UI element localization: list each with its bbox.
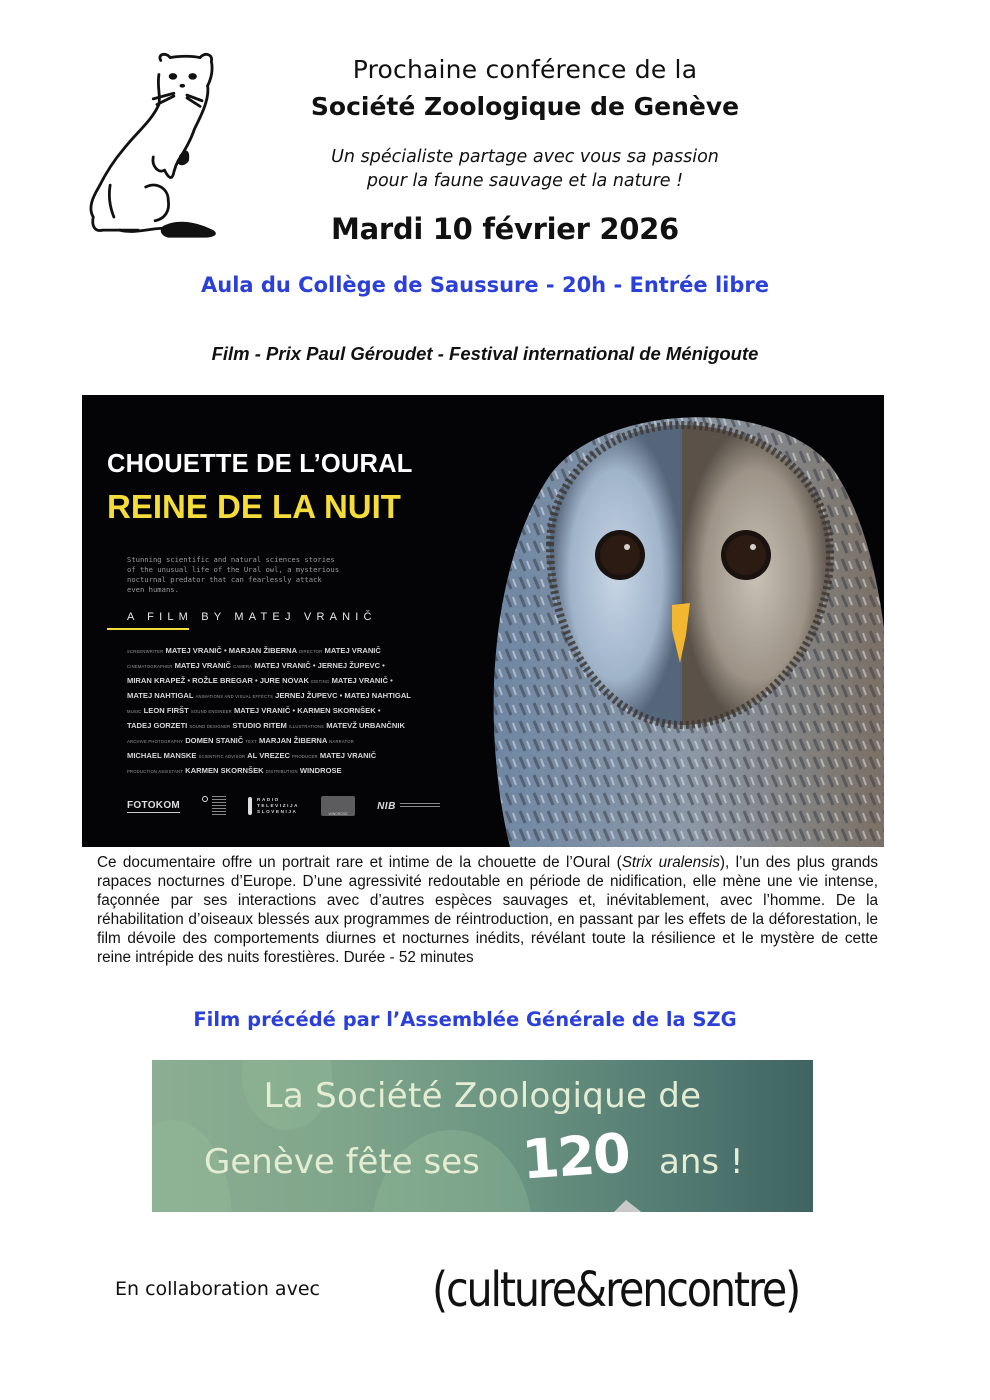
poster-blurb-line: Stunning scientific and natural sciences stories [127,555,335,564]
ural-owl-photo [490,395,884,847]
rtv-slovenija-logo [248,797,299,815]
sponsor-logos [127,793,440,819]
society-name: Société Zoologique de Genève [310,92,740,121]
credit-role: DIRECTOR [298,649,323,654]
species-name: Strix uralensis [621,854,720,871]
ministry-logo [202,796,226,816]
credit-role: DISTRIBUTION [265,769,298,774]
poster-blurb [127,555,357,595]
banner-line-2-end: ans ! [659,1142,744,1182]
credit-name: MATEJ VRANIČ • MARJAN ŽIBERNA [165,646,297,655]
credits-line [127,719,487,734]
credits-line [127,689,487,704]
credits-line [127,704,487,719]
ministry-mark-icon [202,796,208,802]
credit-name: MATEVŽ URBANČNIK [326,721,405,730]
poster-title-line-1: CHOUETTE DE L’OURAL [107,450,413,478]
credit-role: ILLUSTRATIONS [288,724,325,729]
credit-name: MATEJ VRANIČ • JERNEJ ŽUPEVC • [254,661,385,670]
credits-line [127,644,487,659]
credit-name: MATEJ NAHTIGAL [127,691,194,700]
credits-line [127,734,487,749]
poster-rule [107,628,189,630]
credit-role: PRODUCTION ASSISTANT [127,769,184,774]
header-line-1: Prochaine conférence de la [352,55,698,84]
fotokom-logo: FOTOKOM [127,799,181,811]
credit-role: PRODUCER [292,754,318,759]
rtv-line: TELEVIZIJA [257,803,300,808]
film-poster [82,395,884,847]
credit-name: MIRAN KRAPEŽ • ROŽLE BREGAR • JURE NOVAK [127,676,309,685]
poster-blurb-line: nocturnal predator that can fearlessly attack [127,575,322,584]
credits-line [127,674,487,689]
event-date: Mardi 10 février 2026 [331,212,679,246]
poster-credits [127,644,487,779]
rtv-text [257,797,299,815]
nib-logo [377,801,440,812]
credit-name: MARJAN ŽIBERNA [259,736,328,745]
credit-role: SCREENWRITER [127,649,164,654]
credit-role: SOUND DESIGNER [189,724,231,729]
credit-name: AL VREZEC [247,751,290,760]
credit-role: MUSIC [127,709,142,714]
nib-text-lines [400,803,440,809]
credits-line [127,764,487,779]
credit-role: TEXT [245,739,257,744]
credit-name: JERNEJ ŽUPEVC • MATEJ NAHTIGAL [275,691,411,700]
credit-name: MATEJ VRANIČ • KARMEN SKORNŠEK • [233,706,381,715]
description-text: Ce documentaire offre un portrait rare et intime de la chouette de l’Oural ( [97,854,622,871]
tagline-line-1: Un spécialiste partage avec vous sa passion [331,147,719,167]
credit-name: MATEJ VRANIČ [174,661,231,670]
credit-name: STUDIO RITEM [232,721,287,730]
credit-name: MICHAEL MANSKE [127,751,197,760]
poster-blurb-line: of the unusual life of the Ural owl, a mysterious [127,565,340,574]
credits-line [127,659,487,674]
credit-role: SOUND ENGINEER [190,709,232,714]
rtv-figure-icon [248,797,252,815]
credit-role: ANIMATIONS AND VISUAL EFFECTS [195,694,273,699]
tagline [270,145,780,193]
credit-name: WINDROSE [299,766,342,775]
credit-role: ARCHIVE PHOTOGRAPHY [127,739,184,744]
culture-rencontre-logo: (culture&rencontre) [432,1262,800,1318]
credit-name: MATEJ VRANIČ [324,646,381,655]
credits-line [127,749,487,764]
general-assembly-note: Film précédé par l’Assemblée Générale de la SZG [193,1008,737,1031]
film-description [97,853,878,967]
credit-name: MATEJ VRANIČ [319,751,377,760]
credit-role: CAMERA [233,664,253,669]
event-venue: Aula du Collège de Saussure - 20h - Entrée libre [201,273,769,297]
banner-decoration [612,1200,644,1212]
banner-line-1: La Société Zoologique de [263,1076,702,1116]
poster-blurb-line: even humans. [127,585,179,594]
poster-title-line-2: REINE DE LA NUIT [107,488,401,525]
film-award: Film - Prix Paul Géroudet - Festival international de Ménigoute [211,343,759,364]
credit-role: CINEMATOGRAPHER [127,664,173,669]
credit-name: KARMEN SKORNŠEK [185,766,264,775]
credit-role: NARRATOR [329,739,354,744]
stoat-icon [82,42,232,257]
poster-byline: A FILM BY MATEJ VRANIČ [127,611,377,623]
credit-name: DOMEN STANIČ [185,736,244,745]
credit-role: SCIENTIFIC ADVISOR [198,754,246,759]
description-text: ), l’un des plus grands rapaces nocturnes d’Europe. D’une agressivité redoutable en période de nidification, elle mène une vie intense, façonnée par ses interactions avec d’autres espèces sauvages et, inévitablement, avec l’homme. De la réhabilitation d’oiseaux blessés aux programmes de réintroduction, en passant par les effets de la déforestation, le film dévoile des comportements diurnes et nocturnes inédits, révélant toute la résilience et le mystère de cette reine intrépide des nuits forestières. Durée - 52 minutes [97,854,879,966]
anniversary-number: 120 [519,1121,631,1192]
anniversary-banner [152,1060,813,1212]
rtv-line: SLOVENIJA [257,809,298,814]
ministry-text-lines [212,796,226,816]
windrose-logo: WINDROSE [321,796,355,816]
nib-mark: NIB [377,800,396,812]
credit-name: LEON FIRŠT [143,706,189,715]
credit-name: MATEJ VRANIČ • [331,676,393,685]
credit-name: TADEJ GORZETI [127,721,188,730]
collaboration-label: En collaboration avec [115,1278,320,1300]
rtv-line: RADIO [257,797,280,802]
banner-line-2-start: Genève fête ses [204,1142,480,1182]
tagline-line-2: pour la faune sauvage et la nature ! [366,171,684,191]
credit-role: EDITING [311,679,330,684]
